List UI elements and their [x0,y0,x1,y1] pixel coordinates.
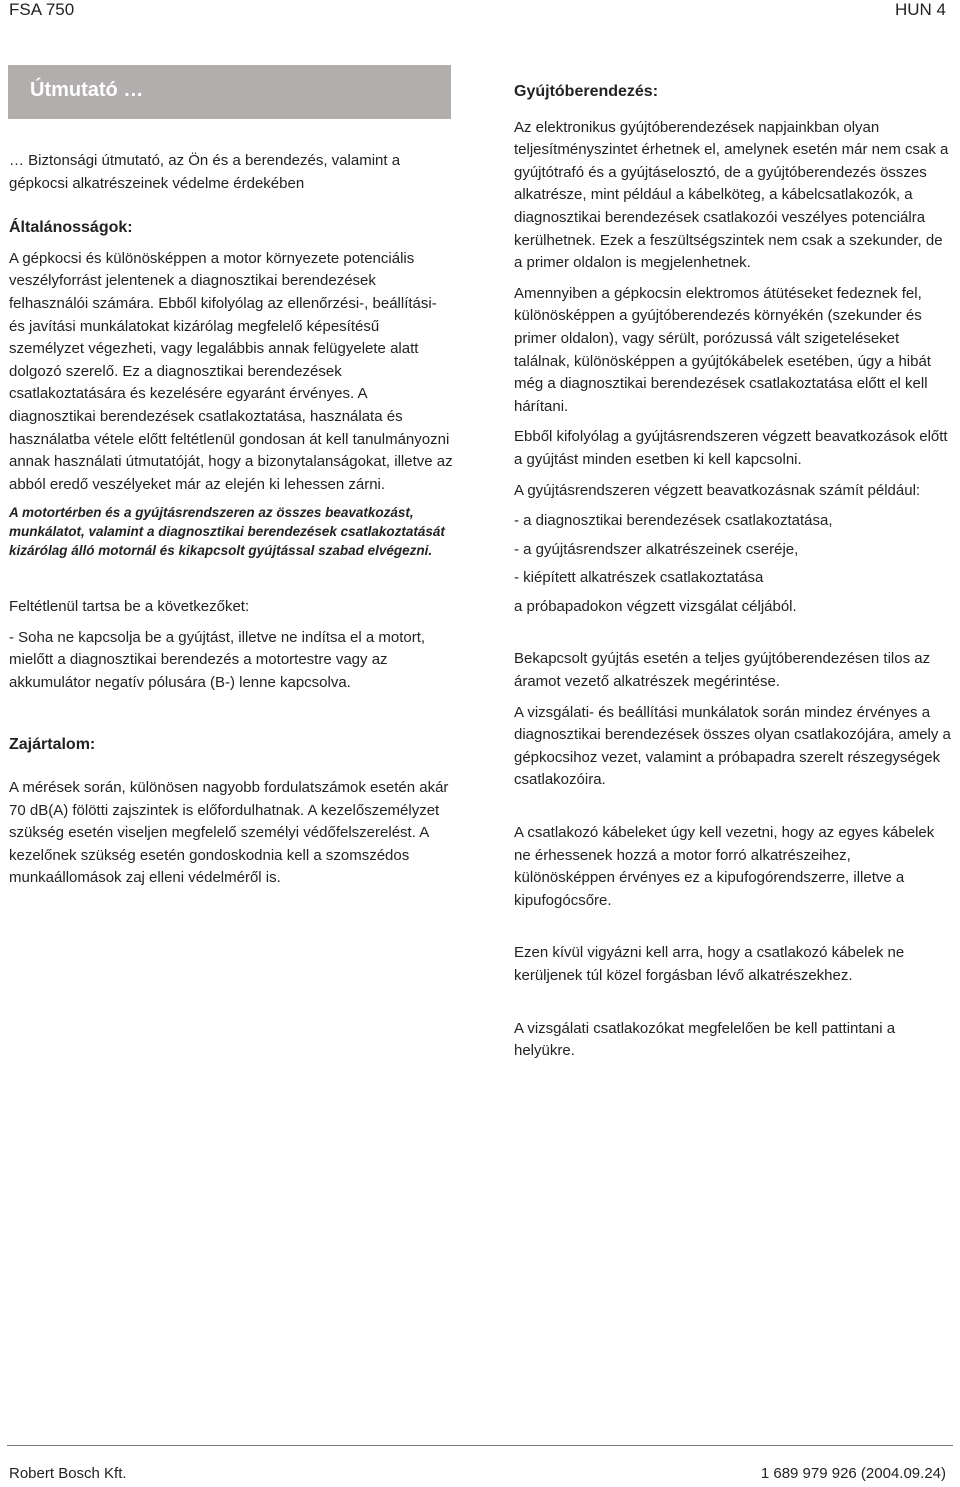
observe-item: - Soha ne kapcsolja be a gyújtást, illetve ne indítsa el a motort, mielőtt a diagnosztikai berendezés a motortestre vagy az akkumulátor negatív pólusára (B-) lenne kapcsolva. [9,628,426,691]
left-column [9,150,453,890]
page-title: Útmutató … [30,79,144,101]
ignition-list-item-1: - a diagnosztikai berendezések csatlakoztatása, [514,512,833,530]
noise-text: A mérések során, különösen nagyobb fordulatszámok esetén akár 70 dB(A) fölötti zajszintek is előfordulhatnak. A kezelőszemélyzet szükség esetén viseljen megfelelő személyi védőfelszerelést. A kezelőnek szükség esetén gondoskodnia kell a szomszédos munkaállomások zaj elleni védelméről is. [9,779,449,887]
footer-company: Robert Bosch Kft. [9,1465,127,1482]
ignition-paragraph-8: Ezen kívül vigyázni kell arra, hogy a csatlakozó kábelek ne kerüljenek túl közel forgásban lévő alkatrészekhez. [514,944,905,984]
observe-intro: Feltétlenül tartsa be a következőket: [9,598,250,616]
footer-divider [7,1445,953,1446]
ignition-paragraph-1: Az elektronikus gyújtóberendezések napjainkban olyan teljesítményszintet érhetnek el, amelynek esetén már nem csak a gyújtótrafó és a gyújtáselosztó, de a gyújtóberendezés összes alkatrésze, mint például a kábelköteg, a kábelcsatlakozók, a diagnosztikai berendezések csatlakozói veszélyes potenciálra kerülhetnek. Ezek a feszültségszintek nem csak a szekunder, de a primer oldalon is megjelenhetnek. [514,118,949,272]
intro-text: … Biztonsági útmutató, az Ön és a berendezés, valamint a gépkocsi alkatrészeinek védelme érdekében [9,152,401,192]
footer-document-number: 1 689 979 926 (2004.09.24) [760,1465,946,1482]
header-model: FSA 750 [9,0,75,19]
ignition-list-item-2: - a gyújtásrendszer alkatrészeinek cseréje, [514,540,799,558]
ignition-list-item-4: a próbapadokon végzett vizsgálat céljából. [514,597,797,615]
header-page-number: HUN 4 [894,0,946,19]
title-banner [8,65,451,119]
general-heading: Általánosságok: [9,219,133,237]
right-column [514,81,954,1063]
ignition-paragraph-9: A vizsgálati csatlakozókat megfelelően be kell pattintani a helyükre. [514,1019,896,1060]
ignition-paragraph-5: Bekapcsolt gyújtás esetén a teljes gyújtóberendezésen tilos az áramot vezető alkatrészek megérintése. [514,650,931,691]
ignition-paragraph-7: A csatlakozó kábeleket úgy kell vezetni, hogy az egyes kábelek ne érhessenek hozzá a motor forró alkatrészeihez, különösképpen érvényes ez a kipufogórendszerre, illetve a kipufogócsőre. [514,824,935,909]
warning-text: A motortérben és a gyújtásrendszeren az összes beavatkozást, munkálatot, valamint a diagnosztikai berendezések csatlakoztatását kizárólag álló motornál és kikapcsolt gyújtással szabad elvégezni. [9,505,445,558]
ignition-paragraph-6: A vizsgálati- és beállítási munkálatok során mindez érvényes a diagnosztikai berendezések összes olyan csatlakozójára, amely a gépkocsihoz vezet, valamint a próbapadra szerelt részegységek csatlakozóira. [514,703,951,789]
ignition-heading: Gyújtóberendezés: [514,83,659,100]
ignition-list-item-3: - kiépített alkatrészek csatlakoztatása [514,569,764,587]
ignition-paragraph-4: A gyújtásrendszeren végzett beavatkozásnak számít például: [514,481,921,499]
ignition-paragraph-2: Amennyiben a gépkocsin elektromos átütéseket fedeznek fel, különösképpen a gyújtóberendezés környékén (szekunder és primer oldalon), vagy sérült, porózussá vált szigeteléseket találnak, különösképpen a gyújtókábelek esetében, úgy a hibát még a diagnosztikai berendezések csatlakoztatása előtt el kell hárítani. [514,284,931,415]
general-text: A gépkocsi és különösképpen a motor környezete potenciális veszélyforrást jelentenek a diagnosztikai berendezések felhasználói számára. Ebből kifolyólag az ellenőrzési-, beállítási- és javítási munkálatokat kizárólag megfelelő képesítésű személyzet végezheti, vagy legalábbis annak felügyelete alatt dolgozó szerelő. Ez a diagnosztikai berendezések csatlakoztatására és kezelésére egyaránt érvényes. A diagnosztikai berendezések csatlakoztatása, használata és használatba vétele előtt feltétlenül gondosan át kell tanulmányozni annak használati útmutatóját, hogy a bizonytalanságokat, illetve az abból eredő veszélyeket már az elején ki lehessen zárni. [9,249,453,493]
ignition-paragraph-3: Ebből kifolyólag a gyújtásrendszeren végzett beavatkozások előtt a gyújtást minden esetben ki kell kapcsolni. [514,428,948,468]
noise-heading: Zajártalom: [9,736,96,754]
